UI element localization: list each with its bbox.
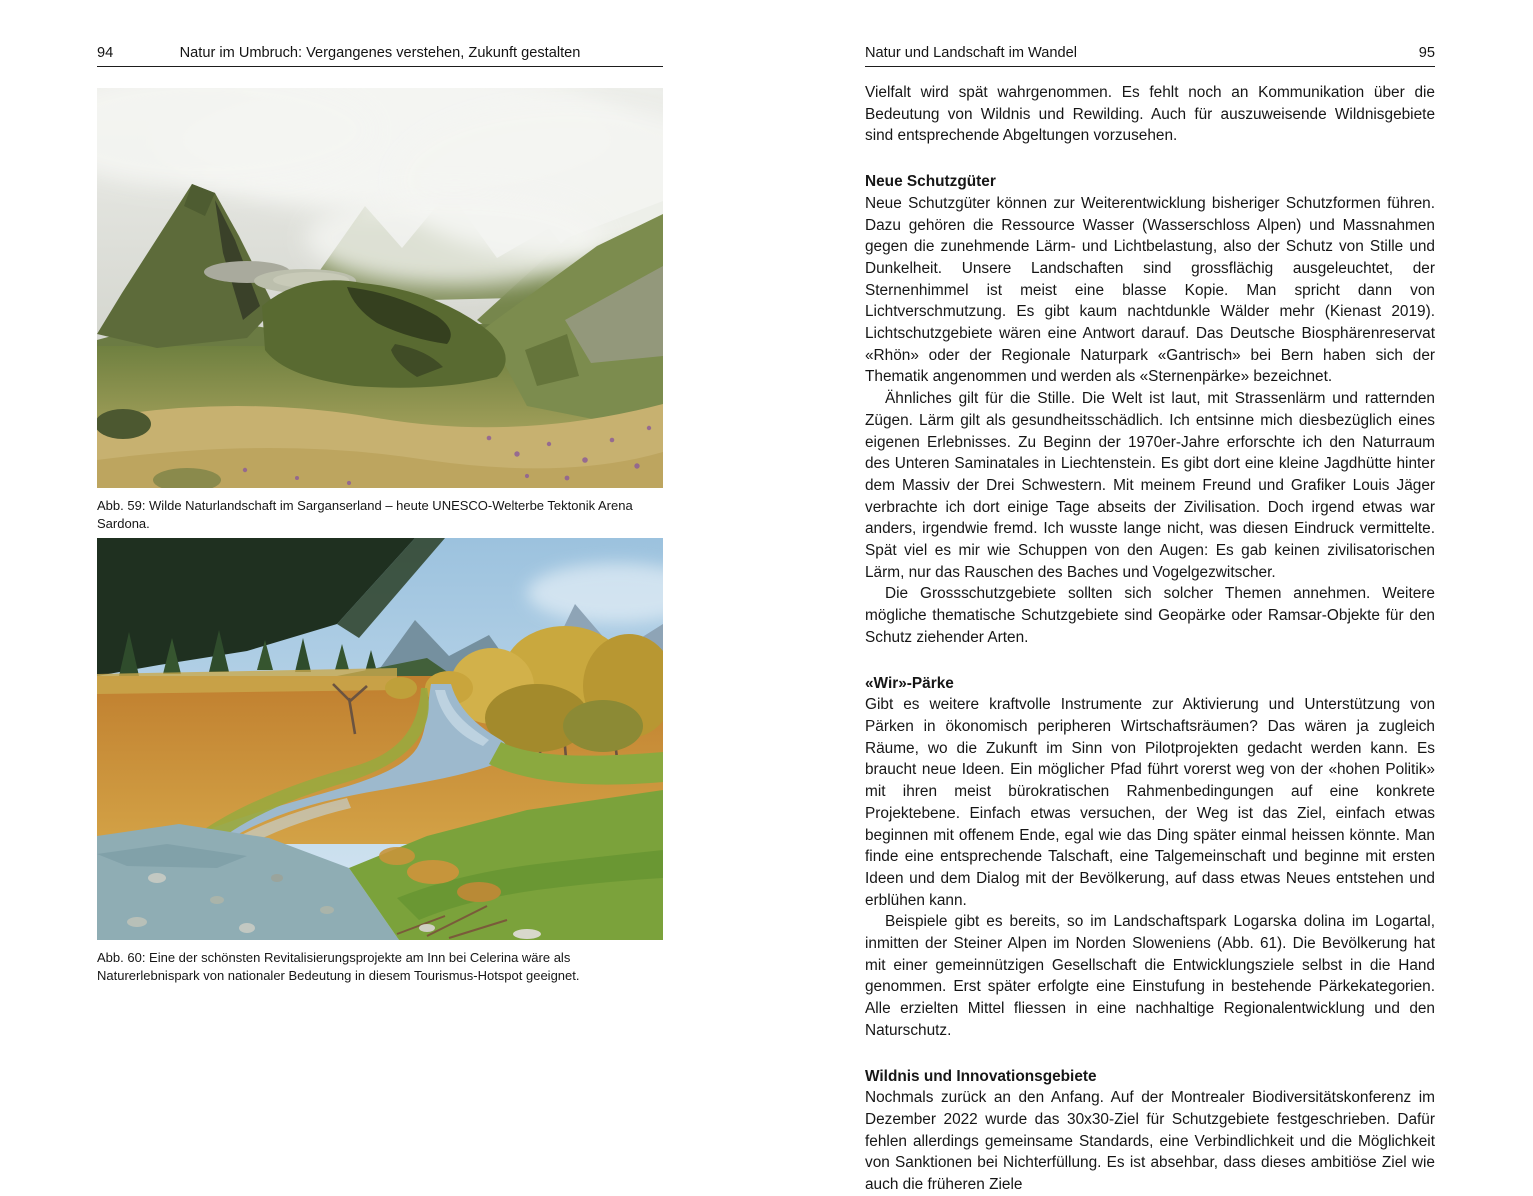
alpine-landscape-illustration bbox=[97, 88, 663, 488]
right-page-body bbox=[865, 82, 1435, 1196]
section-heading-wildnis-innovationsgebiete: Wildnis und Innovationsgebiete bbox=[865, 1067, 1097, 1085]
figure-59 bbox=[97, 88, 663, 532]
left-running-header bbox=[97, 44, 663, 62]
paragraph-neue-schutzgueter-1: Neue Schutzgüter können zur Weiterentwicklung bisheriger Schutzformen führen. Dazu gehören die Ressource Wasser (Wasserschloss Alpen) und Massnahmen gegen die zunehmende Lärm- und Lichtbelastung, also der Schutz von Stille und Dunkelheit. Unsere Landschaften sind grossflächig ausgeleuchtet, der Sternenhimmel ist meist eine blasse Kopie. Man spricht dann von Lichtverschmutzung. Es gibt kaum nachtdunkle Wälder mehr (Kienast 2019). Lichtschutzgebiete wären eine Antwort darauf. Das Deutsche Biosphärenreservat «Rhön» oder der Regionale Naturpark «Gantrisch» bei Bern haben sich der Thematik angenommen und werden als «Sternenpärke» bezeichnet. bbox=[865, 194, 1435, 386]
river-wetland-illustration bbox=[97, 538, 663, 940]
right-running-header-title: Natur und Landschaft im Wandel bbox=[865, 45, 1077, 61]
section-heading-wir-paerke: «Wir»-Pärke bbox=[865, 674, 954, 692]
right-page bbox=[865, 0, 1435, 1194]
figure-59-caption: Abb. 59: Wilde Naturlandschaft im Sarganserland – heute UNESCO-Welterbe Tektonik Arena Sardona. bbox=[97, 498, 633, 531]
figure-60-photo bbox=[97, 538, 663, 940]
right-page-number: 95 bbox=[1418, 45, 1435, 61]
paragraph-wir-paerke-2: Beispiele gibt es bereits, so im Landschaftspark Logarska dolina im Logartal, inmitten der Steiner Alpen im Norden Sloweniens (Abb. 61). Die Bevölkerung hat mit einer gemeinnützigen Gesellschaft die Entwicklungsziele selbst in die Hand genommen. Erst später erfolgte eine Einstufung in bestehende Pärkekategorien. Alle erzielten Mittel fliessen in eine nachhaltige Regionalentwicklung und den Naturschutz. bbox=[865, 913, 1435, 1039]
right-header-rule bbox=[865, 66, 1435, 67]
paragraph-intro: Vielfalt wird spät wahrgenommen. Es fehlt noch an Kommunikation über die Bedeutung von Wildnis und Rewilding. Auch für auszuweisende Wildnisgebiete sind entsprechende Abgeltungen vorzusehen. bbox=[865, 84, 1435, 145]
paragraph-wildnis-1: Nochmals zurück an den Anfang. Auf der Montrealer Biodiversitätskonferenz im Dezember 2022 wurde das 30x30-Ziel für Schutzgebiete festgeschrieben. Dafür fehlen allerdings gemeinsame Standards, eine Verbindlichkeit und die Möglichkeit von Sanktionen bei Nichterfüllung. Es ist absehbar, dass dieses ambitiöse Ziel wie auch die früheren Ziele bbox=[865, 1089, 1435, 1194]
left-header-rule bbox=[97, 66, 663, 67]
figure-59-photo bbox=[97, 88, 663, 488]
right-running-header bbox=[865, 44, 1435, 62]
figure-60 bbox=[97, 538, 663, 984]
figure-60-caption: Abb. 60: Eine der schönsten Revitalisierungsprojekte am Inn bei Celerina wäre als Naturerlebnispark von nationaler Bedeutung in diesem Tourismus-Hotspot geeignet. bbox=[97, 950, 580, 983]
section-heading-neue-schutzgueter: Neue Schutzgüter bbox=[865, 173, 996, 191]
left-page-number: 94 bbox=[97, 45, 114, 61]
left-running-header-title: Natur im Umbruch: Vergangenes verstehen, Zukunft gestalten bbox=[179, 45, 581, 61]
paragraph-neue-schutzgueter-2: Ähnliches gilt für die Stille. Die Welt ist laut, mit Strassenlärm und ratternden Zügen. Lärm gilt als gesundheitsschädlich. Ich entsinne mich diesbezüglich eines eigenen Erlebnisses. Zu Beginn der 1970er-Jahre erforschte ich den Naturraum des Unteren Saminatales in Liechtenstein. Es gibt dort eine kleine Jagdhütte hinter dem Massiv der Drei Schwestern. Mit meinem Freund und Grafiker Louis Jäger verbrachte ich dort einige Tage abseits der Zivilisation. Doch irgend etwas war anders, irgendwie fremd. Ich wusste lange nicht, was diesen Eindruck vermittelte. Spät viel es mir wie Schuppen von den Augen: Es gab keinen zivilisatorischen Lärm, nur das Rauschen des Baches und Vogelgezwitscher. bbox=[865, 390, 1435, 581]
paragraph-wir-paerke-1: Gibt es weitere kraftvolle Instrumente zur Aktivierung und Unterstützung von Pärken in ökonomisch peripheren Wirtschaftsräumen? Das wären ja zugleich Räume, wo die Zukunft im Sinn von Pilotprojekten gedacht werden kann. Es braucht neue Ideen. Ein möglicher Pfad führt vorerst weg von der «hohen Politik» mit ihren meist bürokratischen Rahmenbedingungen auf eine konkrete Projektebene. Einfach etwas versuchen, der Weg ist das Ziel, einfach etwas beginnen mit offenem Ende, egal wie das Ding später einmal heissen könnte. Man finde eine entsprechende Talschaft, eine Talgemeinschaft und beginne mit ersten Ideen und dem Dialog mit der Bevölkerung, auf dass etwas Neues entstehen und erblühen kann. bbox=[865, 696, 1435, 909]
paragraph-neue-schutzgueter-3: Die Grossschutzgebiete sollten sich solcher Themen annehmen. Weitere mögliche thematische Schutzgebiete sind Geopärke oder Ramsar-Objekte für den Schutz ziehender Arten. bbox=[865, 585, 1435, 646]
left-page bbox=[97, 0, 663, 1080]
